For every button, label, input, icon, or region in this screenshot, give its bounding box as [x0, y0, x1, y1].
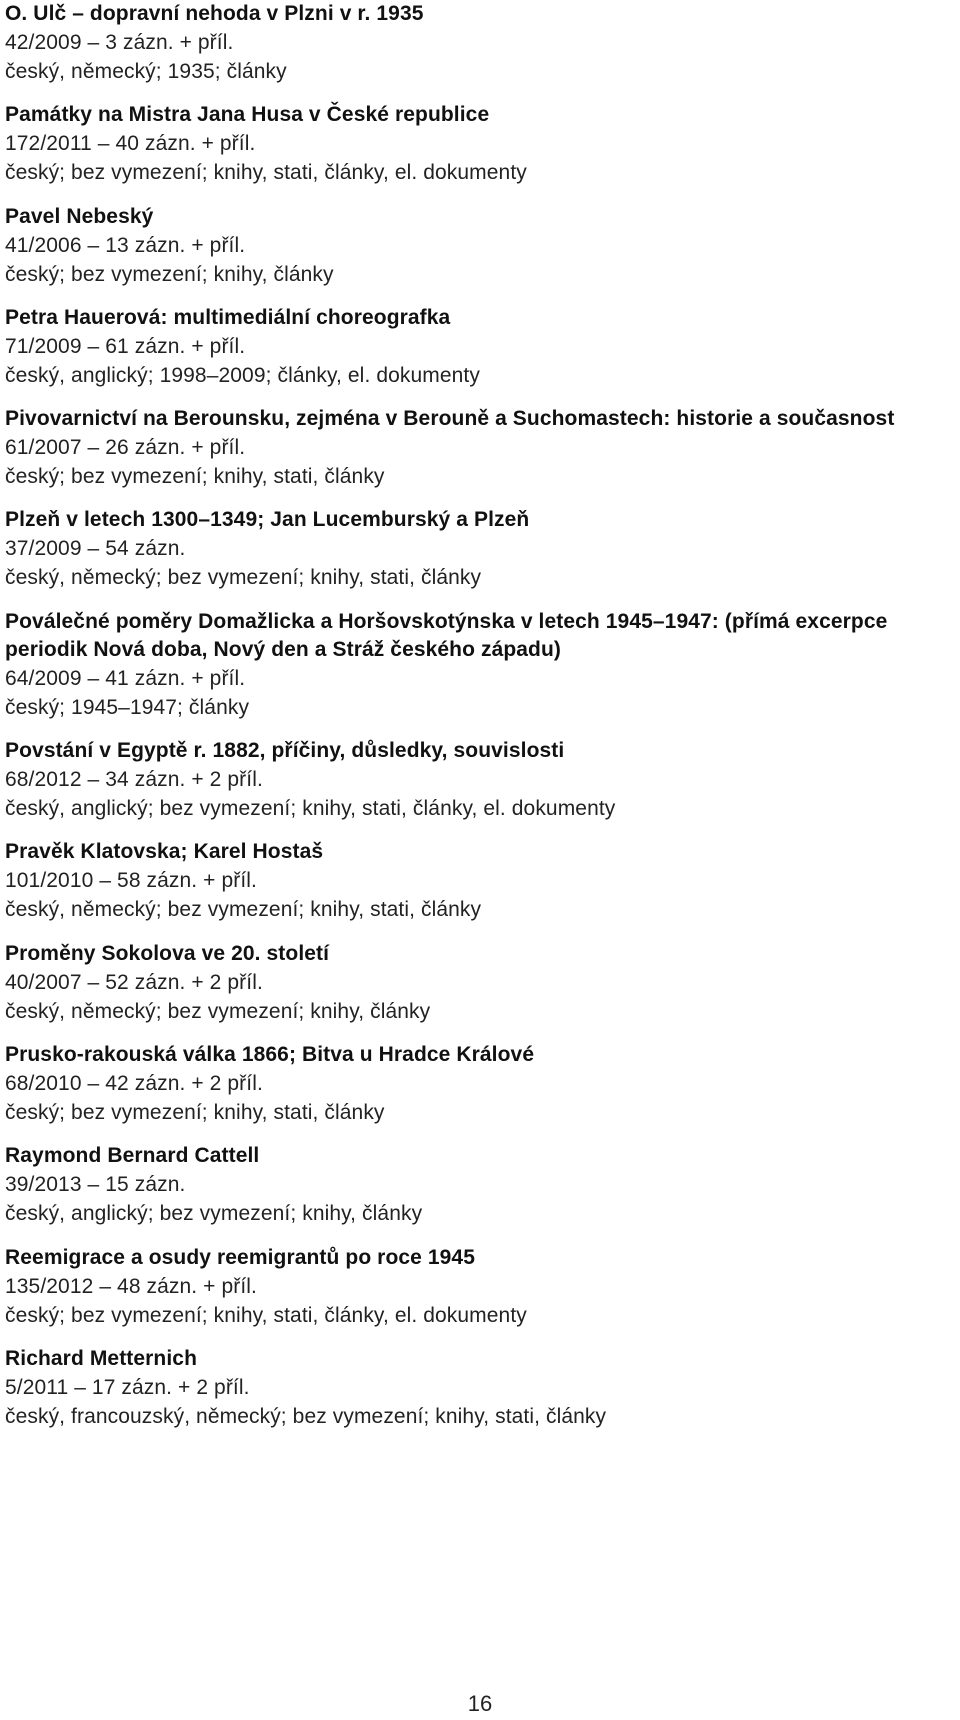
entry-title: Reemigrace a osudy reemigrantů po roce 1945: [5, 1245, 475, 1269]
entry-title: Raymond Bernard Cattell: [5, 1144, 260, 1168]
entry-description: český; bez vymezení; knihy, stati, články, el. dokumenty: [5, 161, 527, 185]
entry-title: Proměny Sokolova ve 20. století: [5, 941, 330, 965]
entry-meta: 68/2010 – 42 zázn. + 2 příl.: [5, 1071, 263, 1095]
entry-title: Plzeň v letech 1300–1349; Jan Lucemburský a Plzeň: [5, 508, 530, 532]
page-number: 16: [467, 1691, 493, 1716]
entry-title: Památky na Mistra Jana Husa v České republice: [5, 103, 490, 127]
entry-description: český, německý; 1935; články: [5, 60, 287, 83]
catalog-entry: [5, 0, 955, 86]
entry-meta: 135/2012 – 48 zázn. + příl.: [5, 1274, 257, 1298]
entry-description: český; bez vymezení; knihy, stati, články, el. dokumenty: [5, 1303, 527, 1327]
entry-description: český; bez vymezení; knihy, stati, články: [5, 1100, 385, 1124]
entry-description: český; 1945–1947; články: [5, 695, 250, 719]
entry-title: Prusko-rakouská válka 1866; Bitva u Hradce Králové: [5, 1042, 535, 1066]
entry-meta: 5/2011 – 17 zázn. + 2 příl.: [5, 1375, 250, 1399]
catalog-entry: [5, 1345, 955, 1431]
entry-meta: 40/2007 – 52 zázn. + 2 příl.: [5, 970, 263, 994]
entry-meta: 64/2009 – 41 zázn. + příl.: [5, 666, 246, 690]
catalog-entry: [5, 304, 955, 390]
entry-title: Richard Metternich: [5, 1346, 197, 1370]
entry-meta: 41/2006 – 13 zázn. + příl.: [5, 233, 246, 257]
entry-description: český, anglický; bez vymezení; knihy, stati, články, el. dokumenty: [5, 797, 616, 821]
entry-title: Pavel Nebeský: [5, 204, 154, 228]
entry-description: český, anglický; bez vymezení; knihy, články: [5, 1202, 423, 1226]
entry-title: O. Ulč – dopravní nehoda v Plzni v r. 1935: [5, 2, 424, 25]
entry-description: český, anglický; 1998–2009; články, el. dokumenty: [5, 363, 480, 387]
entry-title: Povstání v Egyptě r. 1882, příčiny, důsledky, souvislosti: [5, 739, 565, 763]
entry-meta: 101/2010 – 58 zázn. + příl.: [5, 869, 257, 893]
catalog-entry: [5, 940, 955, 1026]
entry-description: český, německý; bez vymezení; knihy, články: [5, 999, 431, 1023]
entry-meta: 42/2009 – 3 zázn. + příl.: [5, 31, 234, 54]
catalog-entry: [5, 101, 955, 187]
entry-title: Pravěk Klatovska; Karel Hostaš: [5, 840, 324, 864]
catalog-entry: [5, 506, 955, 592]
entry-description: český; bez vymezení; knihy, články: [5, 262, 334, 286]
catalog-entry: [5, 1142, 955, 1228]
entry-meta: 71/2009 – 61 zázn. + příl.: [5, 334, 246, 358]
catalog-entry: [5, 405, 955, 491]
entry-meta: 68/2012 – 34 zázn. + 2 příl.: [5, 768, 263, 792]
entry-title: Pivovarnictví na Berounsku, zejména v Berouně a Suchomastech: historie a současnost: [5, 407, 895, 431]
catalog-entry: [5, 1041, 955, 1127]
entry-meta: 39/2013 – 15 zázn.: [5, 1173, 186, 1197]
catalog-entry: [5, 1244, 955, 1330]
catalog-entry: [5, 203, 955, 289]
catalog-entry: [5, 838, 955, 924]
entry-meta: 37/2009 – 54 zázn.: [5, 537, 186, 561]
entry-description: český, německý; bez vymezení; knihy, stati, články: [5, 566, 482, 590]
catalog-entry: [5, 737, 955, 823]
entry-meta: 172/2011 – 40 zázn. + příl.: [5, 132, 256, 156]
entry-description: český; bez vymezení; knihy, stati, články: [5, 465, 385, 489]
entry-title: Petra Hauerová: multimediální choreografka: [5, 305, 451, 329]
entry-meta: 61/2007 – 26 zázn. + příl.: [5, 436, 246, 460]
catalog-entry: [5, 608, 955, 722]
entry-description: český, německý; bez vymezení; knihy, stati, články: [5, 898, 482, 922]
entry-title: Poválečné poměry Domažlicka a Horšovskotýnska v letech 1945–1947: (přímá excerpce periodik Nová doba, Nový den a Stráž českého západu): [5, 609, 888, 661]
catalog-list: [5, 0, 955, 1446]
entry-description: český, francouzský, německý; bez vymezení; knihy, stati, články: [5, 1404, 607, 1428]
